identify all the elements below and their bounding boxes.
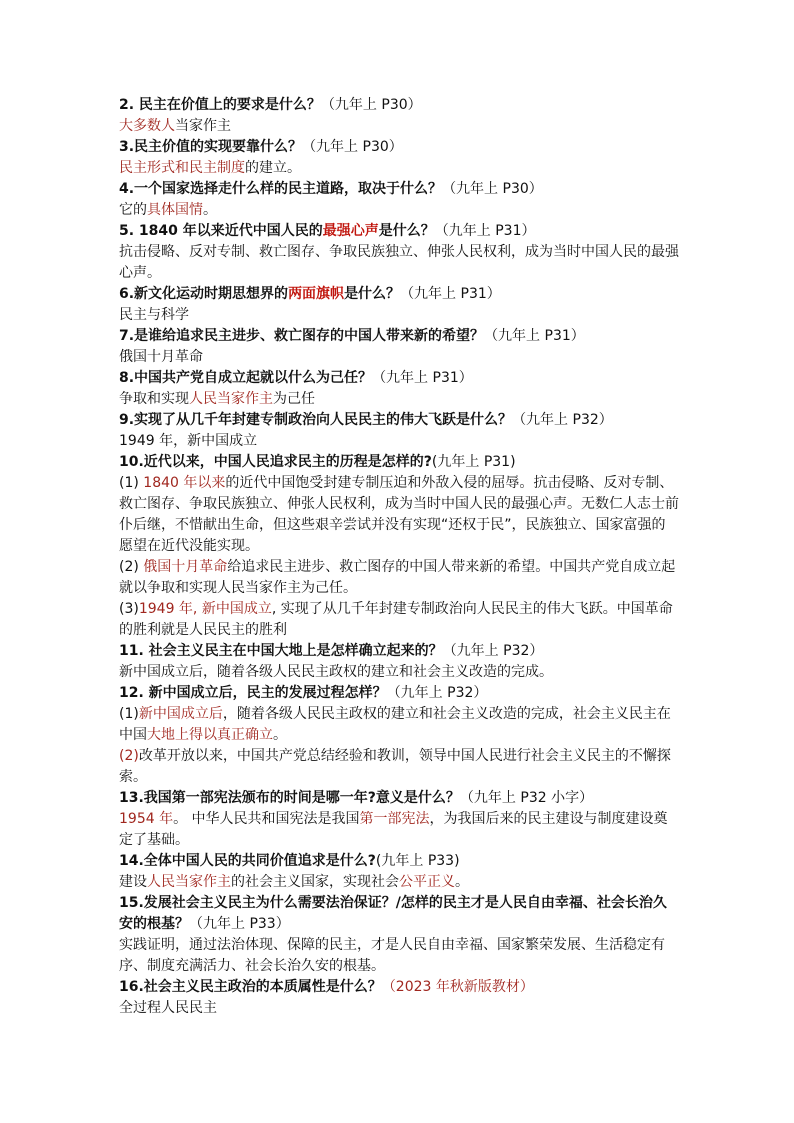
answer-10-part-3: (3)1949 年, 新中国成立, 实现了从几千年封建专制政治向人民民主的伟大飞跃。中国革命的胜利就是人民民主的胜利 (119, 601, 673, 638)
question-10: 10.近代以来，中国人民追求民主的历程是怎样的?(九年上 P31) (119, 454, 516, 470)
answer-16: 全过程人民民主 (119, 1000, 217, 1016)
question-16: 16.社会主义民主政治的本质属性是什么？（2023 年秋新版教材） (119, 979, 534, 995)
question-15: 15.发展社会主义民主为什么需要法治保证？/怎样的民主才是人民自由幸福、社会长治久安的根基？（九年上 P33） (119, 895, 667, 932)
answer-12-part-1: (1)新中国成立后，随着各级人民民主政权的建立和社会主义改造的完成，社会主义民主在中国大地上得以真正确立。 (119, 706, 671, 743)
answer-14: 建设人民当家作主的社会主义国家，实现社会公平正义。 (119, 874, 469, 890)
answer-7: 俄国十月革命 (119, 349, 203, 365)
answer-10-part-2: (2) 俄国十月革命给追求民主进步、救亡图存的中国人带来新的希望。中国共产党自成立起就以争取和实现人民当家作主为己任。 (119, 559, 676, 596)
question-12: 12. 新中国成立后，民主的发展过程怎样？（九年上 P32） (119, 685, 488, 701)
answer-4: 它的具体国情。 (119, 202, 217, 218)
answer-13: 1954 年。 中华人民共和国宪法是我国第一部宪法，为我国后来的民主建设与制度建设奠定了基础。 (119, 811, 668, 848)
answer-15: 实践证明，通过法治体现、保障的民主，才是人民自由幸福、国家繁荣发展、生活稳定有序、制度充满活力、社会长治久安的根基。 (119, 937, 665, 974)
question-9: 9.实现了从几千年封建专制政治向人民民主的伟大飞跃是什么？（九年上 P32） (119, 412, 613, 428)
answer-11: 新中国成立后，随着各级人民民主政权的建立和社会主义改造的完成。 (119, 664, 553, 680)
question-6: 6.新文化运动时期思想界的两面旗帜是什么？（九年上 P31） (119, 286, 501, 302)
answer-6: 民主与科学 (119, 307, 189, 323)
answer-12-part-2: (2)改革开放以来，中国共产党总结经验和教训，领导中国人民进行社会主义民主的不懈探索。 (119, 748, 671, 785)
question-4: 4.一个国家选择走什么样的民主道路，取决于什么？（九年上 P30） (119, 181, 543, 197)
answer-8: 争取和实现人民当家作主为己任 (119, 391, 315, 407)
qa-list (119, 95, 679, 1019)
answer-9: 1949 年，新中国成立 (119, 433, 258, 449)
question-11: 11. 社会主义民主在中国大地上是怎样确立起来的？（九年上 P32） (119, 643, 544, 659)
answer-5: 抗击侵略、反对专制、救亡图存、争取民族独立、伸张人民权利，成为当时中国人民的最强心声。 (119, 244, 679, 281)
answer-10-part-1: (1) 1840 年以来的近代中国饱受封建专制压迫和外敌入侵的屈辱。抗击侵略、反对专制、救亡图存、争取民族独立、伸张人民权利，成为当时中国人民的最强心声。无数仁人志士前仆后继，不惜献出生命，但这些艰辛尝试并没有实现“还权于民”，民族独立、国家富强的愿望在近代没能实现。 (119, 475, 679, 554)
question-5: 5. 1840 年以来近代中国人民的最强心声是什么？（九年上 P31） (119, 223, 536, 239)
question-8: 8.中国共产党自成立起就以什么为己任？（九年上 P31） (119, 370, 473, 386)
question-3: 3.民主价值的实现要靠什么？（九年上 P30） (119, 139, 403, 155)
question-13: 13.我国第一部宪法颁布的时间是哪一年?意义是什么？（九年上 P32 小字） (119, 790, 594, 806)
answer-2: 大多数人当家作主 (119, 118, 231, 134)
question-7: 7.是谁给追求民主进步、救亡图存的中国人带来新的希望？（九年上 P31） (119, 328, 585, 344)
question-2: 2. 民主在价值上的要求是什么？（九年上 P30） (119, 97, 422, 113)
question-14: 14.全体中国人民的共同价值追求是什么?(九年上 P33) (119, 853, 460, 869)
answer-3: 民主形式和民主制度的建立。 (119, 160, 301, 176)
